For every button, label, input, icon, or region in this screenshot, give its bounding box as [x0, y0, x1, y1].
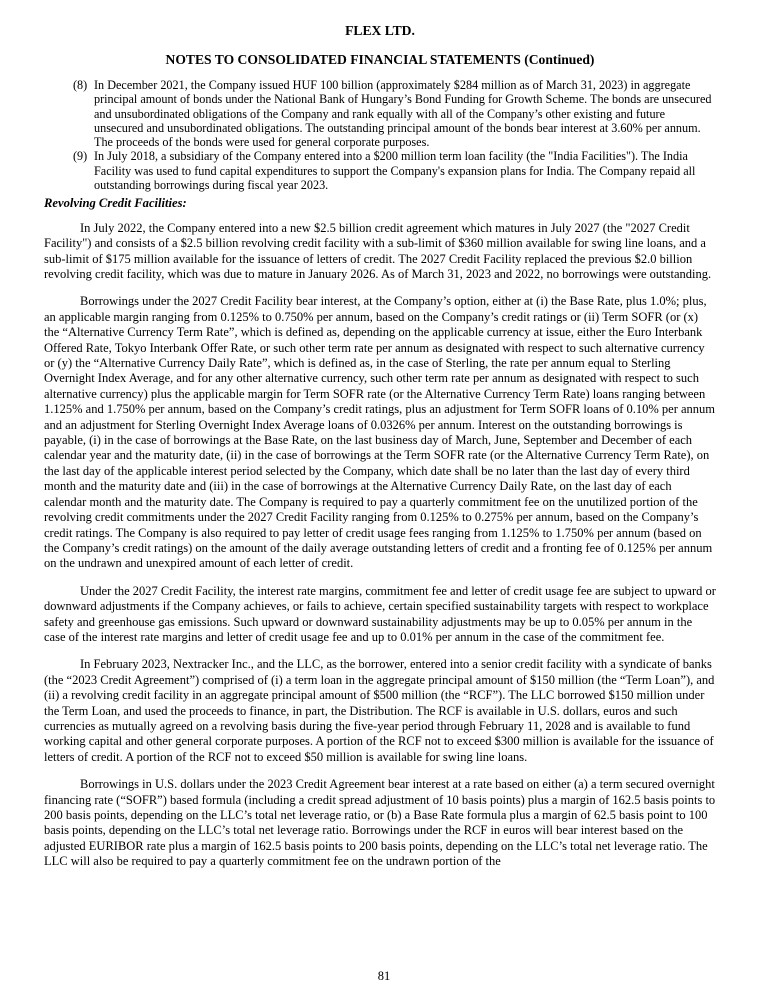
footnote-marker-9: (9): [73, 149, 88, 164]
footnote-item-8: [73, 78, 716, 149]
footnote-text-9: In July 2018, a subsidiary of the Company entered into a $200 million term loan facility (the "India Facilities"). The India Facility was used to fund capital expenditures to support the Company's expansion plans for India. The Company repaid all outstanding borrowings during fiscal year 2023.: [94, 149, 696, 193]
footnote-item-9: [73, 149, 716, 192]
paragraph-2027-facility-interest-terms: Borrowings under the 2027 Credit Facility bear interest, at the Company’s option, either at (i) the Base Rate, plus 1.0%; plus, an applicable margin ranging from 0.125% to 0.750% per annum, based on the Company’s credit ratings or (ii) Term SOFR (or (x) the “Alternative Currency Term Rate”, which is defined as, depending on the applicable currency at issue, either the Euro Interbank Offered Rate, Tokyo Interbank Offer Rate, or such other term rate per annum as designated with respect to such alternative currency or (y) the “Alternative Currency Daily Rate”, which is defined as, in the case of Sterling, the rate per annum equal to Sterling Overnight Index Average, and for any other alternative currency, such other term rate per annum as designated with respect to such alternative currency) plus the applicable margin for Term SOFR rate (or the Alternative Currency Term Rate) loans ranging between 1.125% and 1.750% per annum, based on the Company’s credit ratings, plus an adjustment for Term SOFR loans of 0.10% per annum and an adjustment for Sterling Overnight Index Average loans of 0.0326% per annum. Interest on the outstanding borrowings is payable, (i) in the case of borrowings at the Base Rate, on the last business day of March, June, September and December of each calendar year and the maturity date, (ii) in the case of borrowings at the Term SOFR rate (or the Alternative Currency Term Rate), on the last day of the applicable interest period selected by the Company, which date shall be no later than the last day of every third month and the maturity date and (iii) in the case of borrowings at the Alternative Currency Daily Rate, on the last day of each calendar month and the maturity date. The Company is required to pay a quarterly commitment fee on the unutilized portion of the revolving credit commitments under the 2027 Credit Facility ranging from 0.125% to 0.275% per annum, based on the Company’s credit ratings. The Company is also required to pay letter of credit usage fees ranging from 1.125% to 1.750% per annum (based on the Company’s credit ratings) on the amount of the daily average outstanding letters of credit and a fronting fee of 0.125% per annum on the undrawn and unexpired amount of each letter of credit.: [44, 294, 716, 571]
page-footer: [0, 969, 768, 984]
footnotes-list: [44, 78, 716, 192]
paragraph-sustainability-adjustments: Under the 2027 Credit Facility, the interest rate margins, commitment fee and letter of credit usage fee are subject to upward or downward adjustments if the Company achieves, or fails to achieve, certain specified sustainability targets with respect to workplace safety and greenhouse gas emissions. Such upward or downward sustainability adjustments may be up to 0.05% per annum in the case of the interest rate margins and letter of credit usage fee and up to 0.01% per annum in the case of the commitment fee.: [44, 583, 716, 644]
page-number: 81: [377, 969, 391, 983]
section-heading-revolving-credit-facilities: Revolving Credit Facilities:: [44, 196, 187, 211]
document-heading: NOTES TO CONSOLIDATED FINANCIAL STATEMENTS (Continued): [165, 52, 595, 67]
paragraph-2027-credit-facility-overview: In July 2022, the Company entered into a new $2.5 billion credit agreement which matures in July 2027 (the "2027 Credit Facility") and consists of a $2.5 billion revolving credit facility with a sub-limit of $360 million available for swing line loans, and a sub-limit of $175 million available for the issuance of letters of credit. The 2027 Credit Facility replaced the previous $2.0 billion revolving credit facility, which was due to mature in January 2026. As of March 31, 2023 and 2022, no borrowings were outstanding.: [44, 220, 712, 281]
footnote-text-8: In December 2021, the Company issued HUF 100 billion (approximately $284 million as of March 31, 2023) in aggregate principal amount of bonds under the National Bank of Hungary’s Bond Funding for Growth Scheme. The bonds are unsecured and unsubordinated obligations of the Company and rank equally with all of the Company’s other existing and future unsecured and unsubordinated obligations. The outstanding principal amount of the bonds bear interest at 3.60% per annum. The proceeds of the bonds were used for general corporate purposes.: [94, 78, 712, 150]
paragraph-2023-agreement-interest-terms: Borrowings in U.S. dollars under the 2023 Credit Agreement bear interest at a rate based on either (a) a term secured overnight financing rate (“SOFR”) based formula (including a credit spread adjustment of 10 basis points) plus a margin of 162.5 basis points to 200 basis points, depending on the LLC’s total net leverage ratio, or (b) a Base Rate formula plus a margin of 62.5 basis point to 100 basis points, depending on the LLC’s total net leverage ratio. Borrowings under the RCF in euros will bear interest based on the adjusted EURIBOR rate plus a margin of 162.5 basis points to 200 basis points, depending on the LLC’s total net leverage ratio. The LLC will also be required to pay a quarterly commitment fee on the undrawn portion of the: [44, 777, 716, 869]
paragraph-2023-credit-agreement: In February 2023, Nextracker Inc., and the LLC, as the borrower, entered into a senior credit facility with a syndicate of banks (the “2023 Credit Agreement”) comprised of (i) a term loan in the aggregate principal amount of $150 million (the “Term Loan”), and (ii) a revolving credit facility in an aggregate principal amount of $500 million (the “RCF”). The LLC borrowed $150 million under the Term Loan, and used the proceeds to finance, in part, the Distribution. The RCF is available in U.S. dollars, euros and such currencies as mutually agreed on a revolving basis during the five-year period through February 11, 2028 and is available to fund working capital and other general corporate purposes. A portion of the RCF not to exceed $300 million is available for the issuance of letters of credit. A portion of the RCF not to exceed $50 million is available for swing line loans.: [44, 657, 715, 764]
footnote-marker-8: (8): [73, 78, 88, 92]
company-title: FLEX LTD.: [345, 23, 415, 38]
